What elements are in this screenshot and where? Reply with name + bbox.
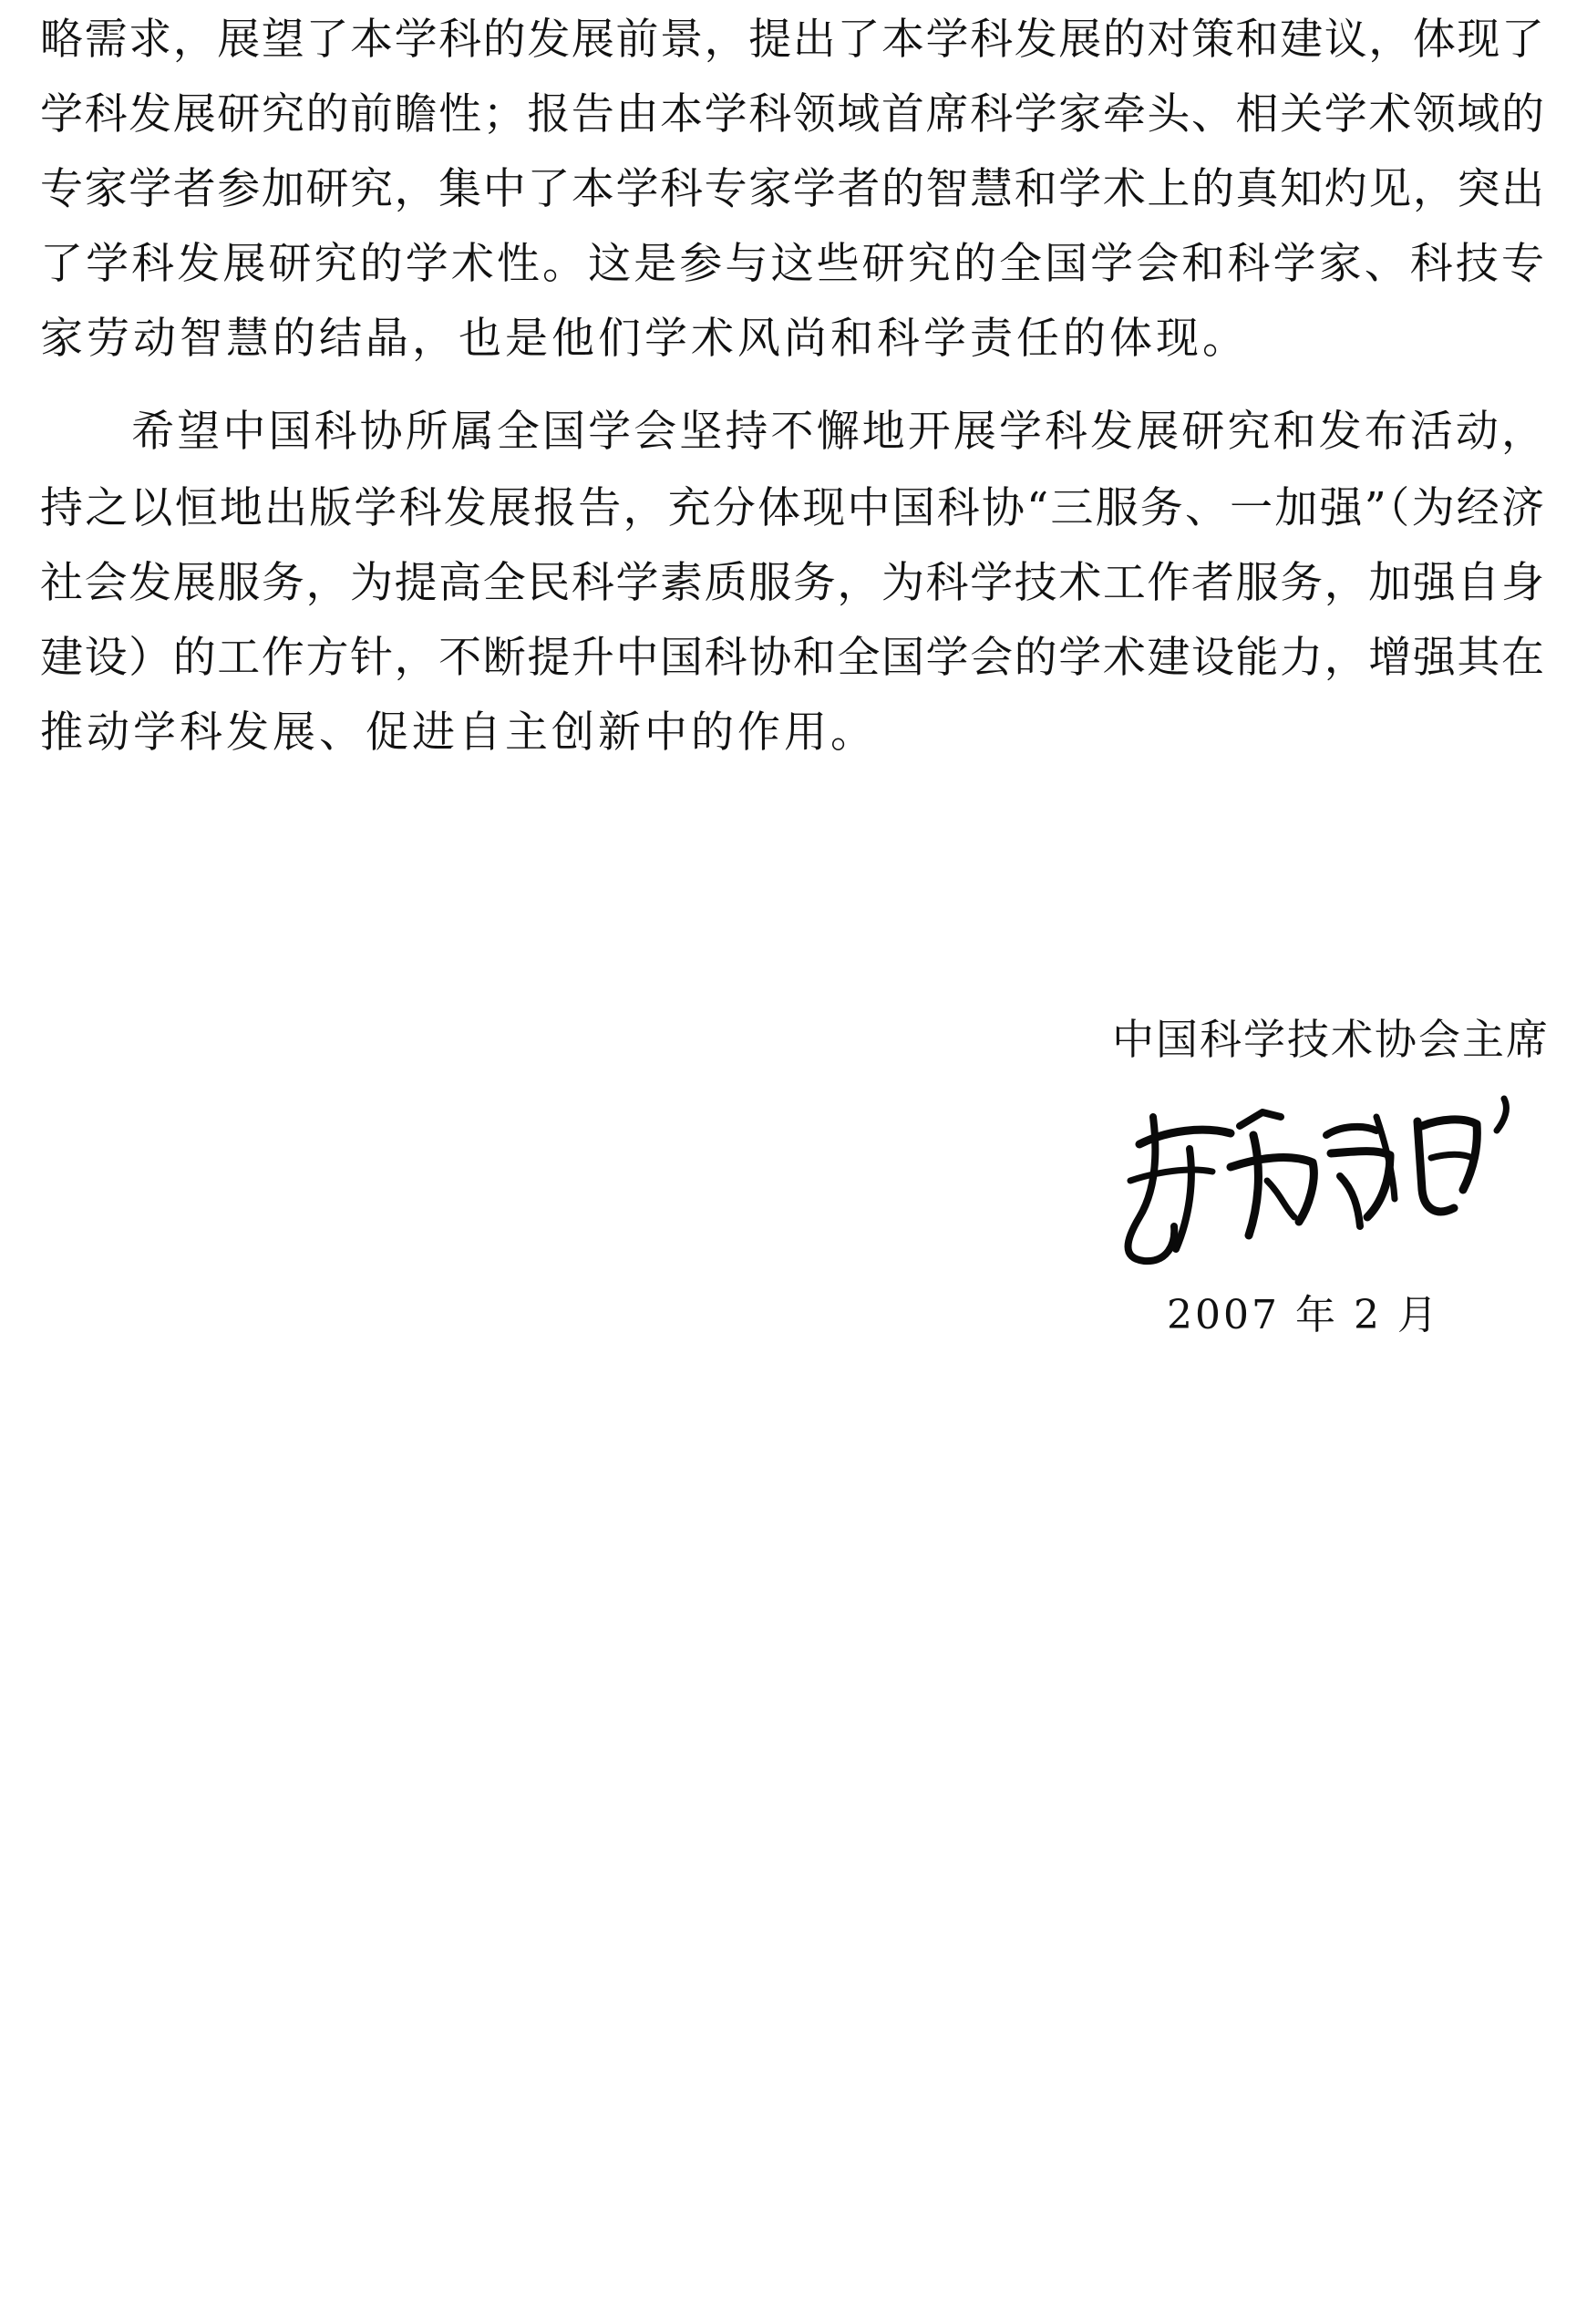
paragraph-2-line-3: 社会发展服务，为提高全民科学素质服务，为科学技术工作者服务，加强自身 [40, 558, 1544, 608]
paragraph-1-line-1: 略需求，展望了本学科的发展前景，提出了本学科发展的对策和建议，体现了 [40, 15, 1544, 65]
paragraph-2-line-5: 推动学科发展、促进自主创新中的作用。 [40, 708, 877, 758]
paragraph-2-line-4: 建设）的工作方针，不断提升中国科协和全国学会的学术建设能力，增强其在 [40, 633, 1544, 683]
signer-title: 中国科学技术协会主席 [1112, 1015, 1550, 1064]
paragraph-2-line-2: 持之以恒地出版学科发展报告，充分体现中国科协“三服务、一加强”（为经济 [40, 483, 1544, 533]
handwritten-signature [1103, 1080, 1531, 1281]
paragraph-1-line-2: 学科发展研究的前瞻性；报告由本学科领域首席科学家牵头、相关学术领域的 [40, 89, 1544, 139]
signature-date: 2007 年 2 月 [1167, 1292, 1440, 1338]
signature-block [1076, 1003, 1550, 1368]
paragraph-2-line-1: 希望中国科协所属全国学会坚持不懈地开展学科发展研究和发布活动， [40, 407, 1544, 457]
paragraph-1-line-5: 家劳动智慧的结晶，也是他们学术风尚和科学责任的体现。 [40, 314, 1249, 364]
paragraph-1-line-4: 了学科发展研究的学术性。这是参与这些研究的全国学会和科学家、科技专 [40, 239, 1544, 289]
paragraph-1-line-3: 专家学者参加研究，集中了本学科专家学者的智慧和学术上的真知灼见，突出 [40, 164, 1544, 214]
